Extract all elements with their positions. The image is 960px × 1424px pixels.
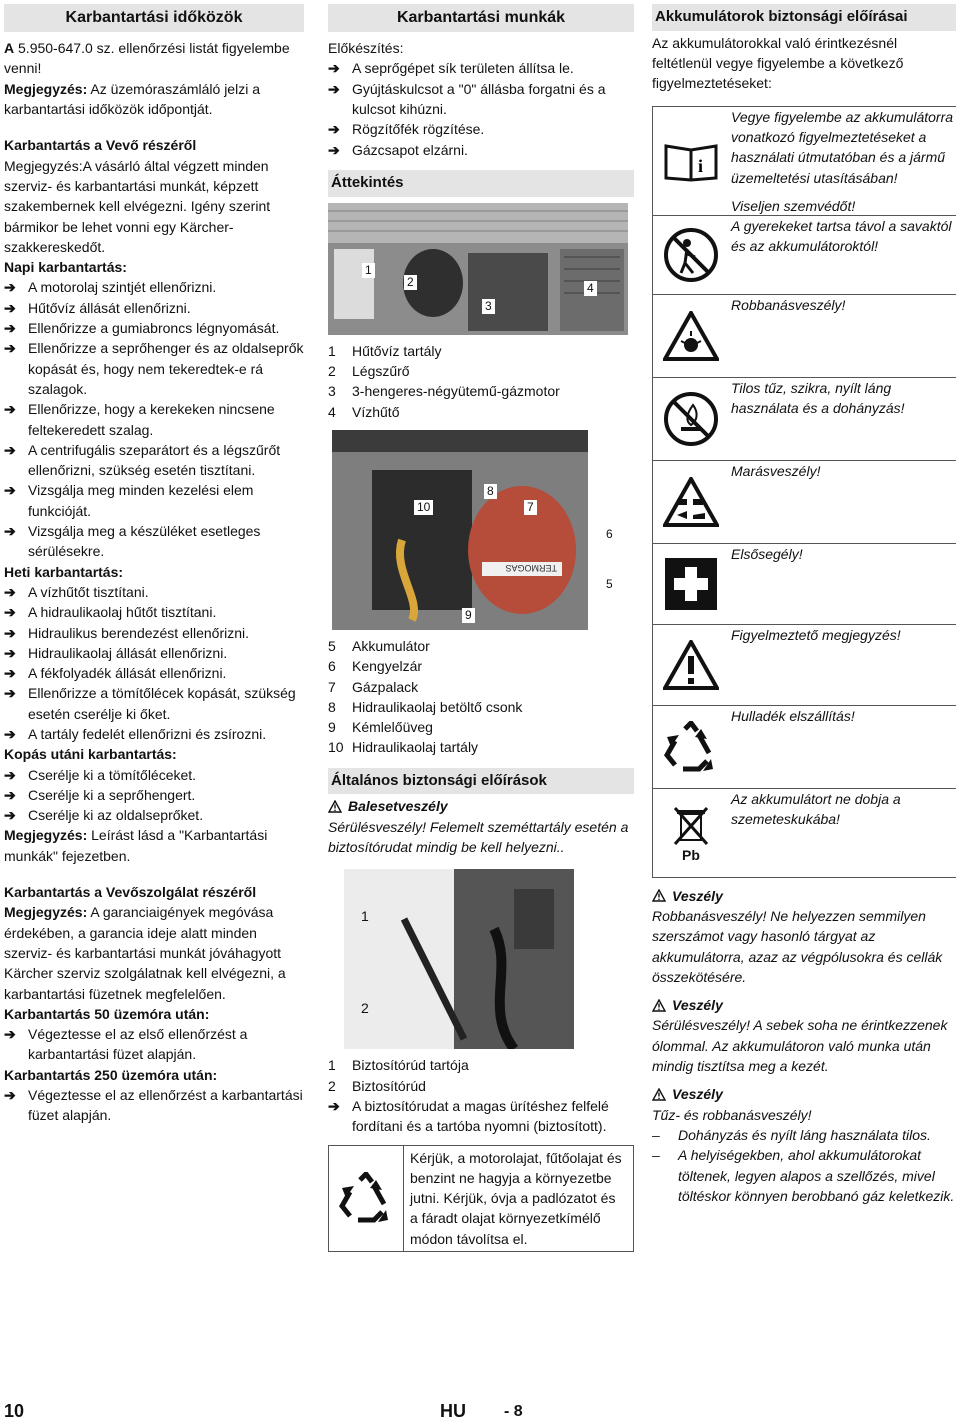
daily-list xyxy=(4,277,304,561)
list-item: ➔ Cserélje ki a seprőhengert. xyxy=(4,786,196,803)
weekly-list xyxy=(4,582,304,744)
child-warning-icon xyxy=(653,216,729,294)
maintenance-work-column xyxy=(328,4,634,1252)
safety-row: Elsősegély! xyxy=(653,544,956,625)
sub-page-number: - 8 xyxy=(504,1403,523,1420)
legend-item: 7 Gázpalack xyxy=(328,678,419,695)
legend-3 xyxy=(328,1055,634,1096)
recycle-icon xyxy=(653,706,729,788)
250h-list xyxy=(4,1085,304,1126)
photo-callout: 9 xyxy=(462,608,475,623)
legend-item: 5 Akkumulátor xyxy=(328,637,430,654)
manual-info-icon xyxy=(653,107,729,215)
daily-title: Napi karbantartás: xyxy=(4,259,127,276)
list-item: ➔ Végeztesse el az ellenőrzést a karbantartási füzet alapján. xyxy=(4,1087,303,1124)
list-item: ➔ A motorolaj szintjét ellenőrizni. xyxy=(4,279,217,296)
safety-row: Figyelmeztető megjegyzés! xyxy=(653,625,956,706)
explosion-icon xyxy=(653,295,729,377)
danger-heading-3: Veszély xyxy=(652,1084,956,1104)
safety-row: Marásveszély! xyxy=(653,461,956,544)
intro-checklist: A 5.950-647.0 sz. ellenőrzési listát figyelembe venni! xyxy=(4,40,290,77)
battery-area xyxy=(328,430,634,636)
danger-text-3: Tűz- és robbanásveszély! xyxy=(652,1106,812,1123)
legend-item: 1 Biztosítórúd tartója xyxy=(328,1057,469,1074)
recycle-icon xyxy=(329,1146,404,1251)
list-item: ➔ Hidraulikaolaj állását ellenőrizni. xyxy=(4,644,228,661)
environment-box xyxy=(328,1145,634,1252)
svg-text:i: i xyxy=(698,155,704,176)
rod-instruction-list: ➔ A biztosítórudat a magas ürítéshez felfelé fordítani és a tartóba nyomni (biztosított). xyxy=(328,1097,609,1135)
legend-item: 3 3-hengeres-négyütemű-gázmotor xyxy=(328,383,560,400)
legend-item: 4 Vízhűtő xyxy=(328,403,400,420)
prep-title: Előkészítés: xyxy=(328,40,404,57)
list-item: ➔ Ellenőrizze, hogy a kerekeken nincsene feltekeredett szalag. xyxy=(4,401,275,438)
side-callout: 5 xyxy=(606,576,613,591)
photo-callout: 2 xyxy=(404,275,417,290)
danger-heading-1: Veszély xyxy=(652,886,956,906)
first-aid-icon xyxy=(653,544,729,624)
customer-maintenance-note: Megjegyzés:A vásárló által végzett minden szerviz- és karbantartási munkát, képzett szakembernek kell elvégezni. Igény szerint bármikor be lehet vonni egy Kärcher-szakkereskedőt. xyxy=(4,157,271,255)
list-item: ➔ Hűtővíz állását ellenőrizni. xyxy=(4,299,191,316)
photo-callout: 7 xyxy=(524,500,537,515)
service-maintenance-title: Karbantartás a Vevőszolgálat részéről xyxy=(4,884,257,901)
overview-header: Áttekintés xyxy=(328,170,634,197)
safety-symbols-table xyxy=(652,106,956,878)
side-callout: 6 xyxy=(606,526,613,541)
list-item: ➔ A fékfolyadék állását ellenőrizni. xyxy=(4,665,227,682)
legend-item: 1 Hűtővíz tartály xyxy=(328,342,442,359)
list-item: ➔ Gázcsapot elzárni. xyxy=(328,141,468,158)
safety-row: Pb Az akkumulátort ne dobja a szemeteskukába! xyxy=(653,789,956,878)
language-code: HU xyxy=(440,1401,466,1421)
safety-row: Hulladék elszállítás! xyxy=(653,706,956,789)
warning-triangle-icon xyxy=(328,800,342,813)
legend-1 xyxy=(328,341,634,422)
accident-heading: Balesetveszély xyxy=(328,796,634,816)
tank-label: TERMOGAS xyxy=(505,562,557,573)
list-item: ➔ Végeztesse el az első ellenőrzést a karbantartási füzet alapján. xyxy=(4,1026,248,1063)
safety-row: Robbanásveszély! xyxy=(653,295,956,378)
legend-2 xyxy=(328,636,634,758)
weekly-title: Heti karbantartás: xyxy=(4,563,124,580)
danger-heading-2: Veszély xyxy=(652,995,956,1015)
50h-title: Karbantartás 50 üzemóra után: xyxy=(4,1005,210,1022)
list-item: ➔ A seprőgépet sík területen állítsa le. xyxy=(328,60,574,77)
safety-rod-drawing xyxy=(344,869,574,1049)
service-note: Megjegyzés: A garanciaigények megóvása érdekében, a garancia ideje alatt minden szerviz- és karbantartási munkát jóváhagyott Kärcher szerviz szolgálatnak kell elvégezni, a karbantartási füzetnek megfelelően. xyxy=(4,904,286,1002)
photo-callout: 10 xyxy=(414,500,433,515)
wear-note: Megjegyzés: Leírást lásd a "Karbantartási munkák" fejezetben. xyxy=(4,827,268,864)
customer-maintenance-title: Karbantartás a Vevő részéről xyxy=(4,137,197,154)
battery-safety-column xyxy=(652,4,956,1206)
safety-row: A gyerekeket tartsa távol a savaktól és az akkumulátoroktól! xyxy=(653,216,956,295)
list-item: ➔ Gyújtáskulcsot a "0" állásba forgatni és a kulcsot kihúzni. xyxy=(328,80,606,118)
general-safety-header: Általános biztonsági előírások xyxy=(328,768,634,795)
list-item: ➔ Rögzítőfék rögzítése. xyxy=(328,121,485,138)
legend-item: 2 Légszűrő xyxy=(328,363,410,380)
page-number: 10 xyxy=(4,1401,25,1421)
photo-callout: 4 xyxy=(584,281,597,296)
section-header: Akkumulátorok biztonsági előírásai xyxy=(652,4,956,31)
danger-text-1: Robbanásveszély! Ne helyezzen semmilyen szerszámot vagy hasonló tárgyat az akkumulátorra, azaz az végpólusokra és cellák összekötésére. xyxy=(652,907,943,985)
list-item: ➔ A tartály fedelét ellenőrizni és zsírozni. xyxy=(4,725,267,742)
250h-title: Karbantartás 250 üzemóra után: xyxy=(4,1066,218,1083)
legend-item: 6 Kengyelzár xyxy=(328,658,423,675)
intro-note: Megjegyzés: Az üzemóraszámláló jelzi a karbantartási időközök időpontját. xyxy=(4,80,260,118)
no-fire-icon xyxy=(653,378,729,460)
legend-item: 9 Kémlelőüveg xyxy=(328,719,433,736)
danger-dash-list: – Dohányzás és nyílt láng használata tilos. – A helyiségekben, ahol akkumulátorokat töltenek, legyen alapos a szellőzés, mivel töltéskor könnyen berobbanó gáz keletkezik. xyxy=(652,1126,955,1204)
section-header: Karbantartási munkák xyxy=(328,4,634,32)
photo-callout: 2 xyxy=(361,1000,369,1017)
safety-row: i Vegye figyelembe az akkumulátorra vonatkozó figyelmeztetéseket a használati útmutatóban és a jármű üzemeltetési utasításában! Viseljen szemvédőt! xyxy=(653,107,956,216)
photo-callout: 1 xyxy=(362,263,375,278)
warning-triangle-icon xyxy=(652,1088,666,1101)
warning-triangle-icon xyxy=(652,999,666,1012)
warning-triangle-icon xyxy=(652,889,666,902)
photo-callout: 1 xyxy=(361,908,369,925)
pb-label: Pb xyxy=(682,846,700,863)
warning-note-icon xyxy=(653,625,729,705)
photo-callout: 3 xyxy=(482,299,495,314)
battery-photo xyxy=(332,430,588,630)
list-item: ➔ Ellenőrizze a tömítőlécek kopását, szükség esetén cserélje ki őket. xyxy=(4,685,296,722)
photo-callout: 8 xyxy=(484,484,497,499)
list-item: ➔ Vizsgálja meg a készüléket esetleges sérülésekre. xyxy=(4,523,261,560)
list-item: ➔ Cserélje ki a tömítőléceket. xyxy=(4,766,197,783)
engine-photo xyxy=(328,203,628,335)
list-item: ➔ Ellenőrizze a gumiabroncs légnyomását. xyxy=(4,320,280,337)
list-item: ➔ Cserélje ki az oldalseprőket. xyxy=(4,807,204,824)
prep-list xyxy=(328,58,634,159)
legend-item: 8 Hidraulikaolaj betöltő csonk xyxy=(328,698,523,715)
list-item: ➔ Ellenőrizze a seprőhenger és az oldalseprők kopását és, hogy nem tekeredtek-e rá szalagok. xyxy=(4,340,304,397)
list-item: ➔ A vízhűtőt tisztítani. xyxy=(4,583,149,600)
no-trash-bin-icon xyxy=(653,789,729,877)
danger-text-2: Sérülésveszély! A sebek soha ne érintkezzenek ólommal. Az akkumulátoron való munka után mindig tisztítsa meg a kezét. xyxy=(652,1017,948,1075)
battery-photo-drawing xyxy=(332,430,588,630)
safety-row: Tilos tűz, szikra, nyílt láng használata és a dohányzás! xyxy=(653,378,956,461)
safety-rod-photo xyxy=(344,869,574,1049)
50h-list xyxy=(4,1024,304,1065)
wear-title: Kopás utáni karbantartás: xyxy=(4,746,177,763)
environment-text: Kérjük, a motorolajat, fűtőolajat és benzint ne hagyja a környezetbe jutni. Kérjük, óvja a padlózatot és a fáradt olajat környezetkímélő módon távolítsa el. xyxy=(410,1149,622,1247)
accident-text: Sérülésveszély! Felemelt szeméttartály esetén a biztosítórudat mindig be kell helyezni.. xyxy=(328,818,629,856)
list-item: ➔ Vizsgálja meg minden kezelési elem funkcióját. xyxy=(4,482,254,519)
list-item: ➔ A hidraulikaolaj hűtőt tisztítani. xyxy=(4,604,217,621)
maintenance-intervals-column xyxy=(4,4,304,1126)
battery-intro: Az akkumulátorokkal való érintkezésnél feltétlenül vegye figyelembe a következő figyelmeztetéseket: xyxy=(652,34,904,92)
legend-item: 10 Hidraulikaolaj tartály xyxy=(328,739,479,756)
wear-list xyxy=(4,765,304,826)
corrosive-icon xyxy=(653,461,729,543)
list-item: ➔ Hidraulikus berendezést ellenőrizni. xyxy=(4,624,250,641)
legend-item: 2 Biztosítórúd xyxy=(328,1077,426,1094)
section-header: Karbantartási időközök xyxy=(4,4,304,32)
list-item: ➔ A centrifugális szeparátort és a légszűrőt ellenőrizni, szükség esetén tisztítani. xyxy=(4,441,281,479)
